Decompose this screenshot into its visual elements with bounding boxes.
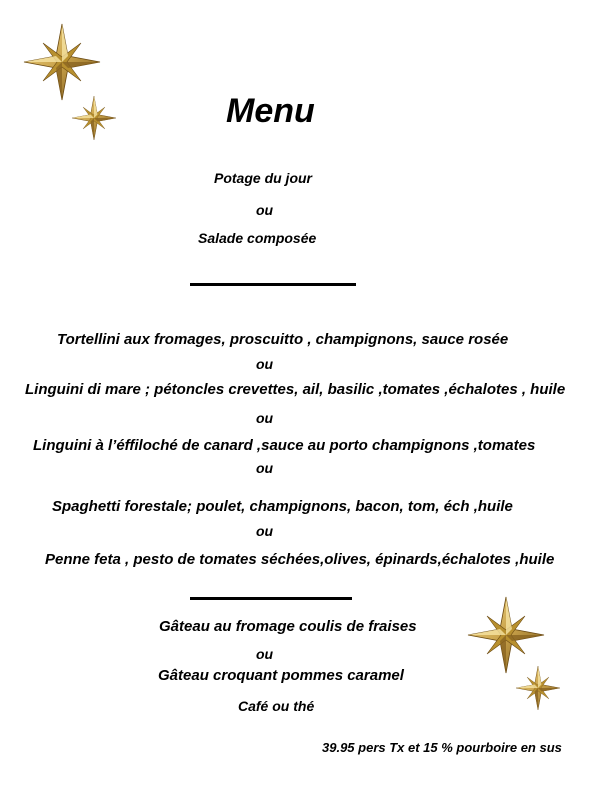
gold-star-small-top-left-icon [71,95,117,141]
main-item: Linguini di mare ; pétoncles crevettes, ail, basilic ,tomates ,échalotes , huile [25,381,566,398]
price-note: 39.95 pers Tx et 15 % pourboire en sus [322,740,562,755]
divider-line [190,283,356,286]
dessert-item: Gâteau croquant pommes caramel [158,667,404,684]
starter-item: Potage du jour [214,170,312,186]
drink-item: Café ou thé [238,698,315,714]
main-item: Penne feta , pesto de tomates séchées,olives, épinards,échalotes ,huile [45,551,555,568]
main-item: Linguini à l’éffiloché de canard ,sauce au porto champignons ,tomates [33,437,536,454]
starter-separator: ou [256,202,274,218]
main-separator: ou [256,410,274,426]
main-separator: ou [256,523,274,539]
gold-star-large-top-left-icon [22,22,102,102]
gold-star-large-bottom-right-icon [466,595,546,675]
starter-item: Salade composée [198,230,317,246]
divider-line [190,597,352,600]
main-separator: ou [256,460,274,476]
dessert-separator: ou [256,646,274,662]
dessert-item: Gâteau au fromage coulis de fraises [159,618,417,635]
main-separator: ou [256,356,274,372]
gold-star-small-bottom-right-icon [515,665,561,711]
menu-title: Menu [226,92,315,130]
main-item: Spaghetti forestale; poulet, champignons, bacon, tom, éch ,huile [52,498,513,515]
main-item: Tortellini aux fromages, proscuitto , champignons, sauce rosée [57,331,509,348]
